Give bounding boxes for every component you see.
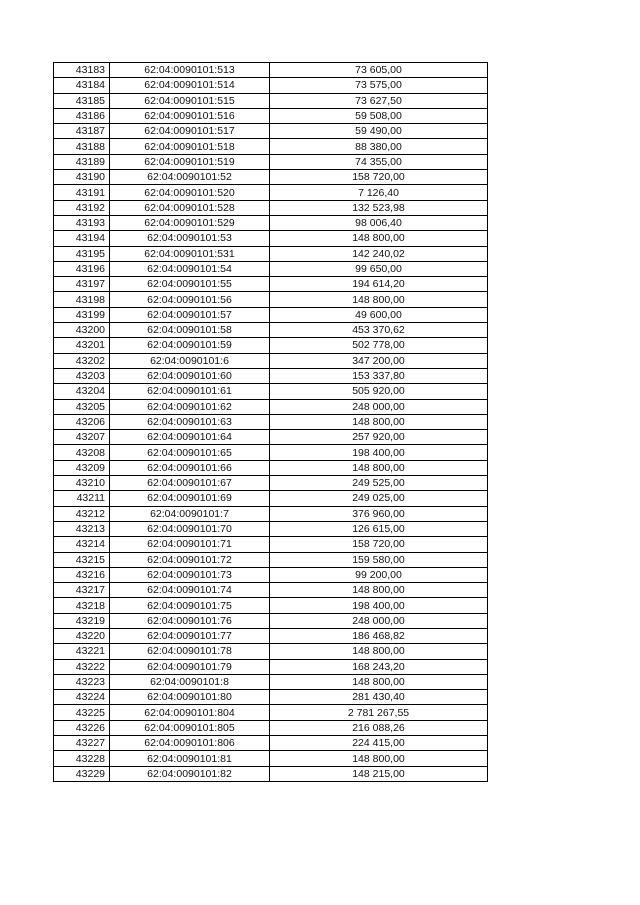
amount-cell: 73 627,50 [270,93,488,108]
table-row [54,659,488,674]
row-number-cell: 43209 [54,460,110,475]
amount-cell: 168 243,20 [270,659,488,674]
amount-cell: 257 920,00 [270,430,488,445]
cadastral-number-cell: 62:04:0090101:78 [110,644,270,659]
table-row [54,766,488,781]
amount-cell: 376 960,00 [270,506,488,521]
row-number-cell: 43195 [54,246,110,261]
cadastral-number-cell: 62:04:0090101:66 [110,460,270,475]
row-number-cell: 43208 [54,445,110,460]
table-row [54,521,488,536]
amount-cell: 216 088,26 [270,720,488,735]
cadastral-number-cell: 62:04:0090101:515 [110,93,270,108]
amount-cell: 2 781 267,55 [270,705,488,720]
amount-cell: 59 508,00 [270,108,488,123]
amount-cell: 148 800,00 [270,674,488,689]
cadastral-number-cell: 62:04:0090101:516 [110,108,270,123]
row-number-cell: 43219 [54,613,110,628]
cadastral-number-cell: 62:04:0090101:56 [110,292,270,307]
table-row [54,674,488,689]
row-number-cell: 43210 [54,476,110,491]
row-number-cell: 43185 [54,93,110,108]
table-row [54,644,488,659]
amount-cell: 148 800,00 [270,751,488,766]
cadastral-number-cell: 62:04:0090101:52 [110,170,270,185]
cadastral-number-cell: 62:04:0090101:514 [110,78,270,93]
cadastral-number-cell: 62:04:0090101:82 [110,766,270,781]
row-number-cell: 43228 [54,751,110,766]
table-row [54,231,488,246]
amount-cell: 248 000,00 [270,613,488,628]
data-table [53,62,488,782]
table-row [54,246,488,261]
table-row [54,399,488,414]
amount-cell: 126 615,00 [270,521,488,536]
row-number-cell: 43215 [54,552,110,567]
table-row [54,628,488,643]
cadastral-number-cell: 62:04:0090101:63 [110,414,270,429]
table-row [54,108,488,123]
amount-cell: 158 720,00 [270,170,488,185]
row-number-cell: 43229 [54,766,110,781]
table-row [54,338,488,353]
row-number-cell: 43188 [54,139,110,154]
table-row [54,277,488,292]
table-row [54,307,488,322]
amount-cell: 148 800,00 [270,583,488,598]
cadastral-number-cell: 62:04:0090101:6 [110,353,270,368]
cadastral-number-cell: 62:04:0090101:53 [110,231,270,246]
row-number-cell: 43220 [54,628,110,643]
amount-cell: 73 575,00 [270,78,488,93]
amount-cell: 59 490,00 [270,124,488,139]
cadastral-number-cell: 62:04:0090101:81 [110,751,270,766]
amount-cell: 153 337,80 [270,368,488,383]
amount-cell: 158 720,00 [270,537,488,552]
cadastral-number-cell: 62:04:0090101:531 [110,246,270,261]
row-number-cell: 43189 [54,154,110,169]
row-number-cell: 43199 [54,307,110,322]
table-row [54,476,488,491]
cadastral-number-cell: 62:04:0090101:72 [110,552,270,567]
row-number-cell: 43211 [54,491,110,506]
row-number-cell: 43190 [54,170,110,185]
amount-cell: 148 800,00 [270,644,488,659]
cadastral-number-cell: 62:04:0090101:528 [110,200,270,215]
table-row [54,353,488,368]
cadastral-number-cell: 62:04:0090101:520 [110,185,270,200]
table-row [54,368,488,383]
row-number-cell: 43198 [54,292,110,307]
row-number-cell: 43207 [54,430,110,445]
cadastral-number-cell: 62:04:0090101:519 [110,154,270,169]
cadastral-number-cell: 62:04:0090101:69 [110,491,270,506]
amount-cell: 148 800,00 [270,231,488,246]
table-row [54,139,488,154]
cadastral-number-cell: 62:04:0090101:80 [110,690,270,705]
amount-cell: 142 240,02 [270,246,488,261]
cadastral-number-cell: 62:04:0090101:61 [110,384,270,399]
row-number-cell: 43217 [54,583,110,598]
cadastral-number-cell: 62:04:0090101:67 [110,476,270,491]
table-row [54,705,488,720]
amount-cell: 159 580,00 [270,552,488,567]
row-number-cell: 43206 [54,414,110,429]
amount-cell: 198 400,00 [270,445,488,460]
cadastral-number-cell: 62:04:0090101:59 [110,338,270,353]
table-row [54,552,488,567]
cadastral-number-cell: 62:04:0090101:57 [110,307,270,322]
table-row [54,445,488,460]
amount-cell: 148 800,00 [270,292,488,307]
cadastral-number-cell: 62:04:0090101:64 [110,430,270,445]
table-row [54,491,488,506]
cadastral-number-cell: 62:04:0090101:54 [110,261,270,276]
amount-cell: 453 370,62 [270,323,488,338]
amount-cell: 248 000,00 [270,399,488,414]
amount-cell: 347 200,00 [270,353,488,368]
cadastral-number-cell: 62:04:0090101:517 [110,124,270,139]
cadastral-number-cell: 62:04:0090101:76 [110,613,270,628]
cadastral-number-cell: 62:04:0090101:79 [110,659,270,674]
table-row [54,751,488,766]
row-number-cell: 43197 [54,277,110,292]
table-row [54,567,488,582]
table-row [54,720,488,735]
cadastral-number-cell: 62:04:0090101:60 [110,368,270,383]
row-number-cell: 43196 [54,261,110,276]
amount-cell: 148 215,00 [270,766,488,781]
table-row [54,124,488,139]
row-number-cell: 43224 [54,690,110,705]
row-number-cell: 43223 [54,674,110,689]
table-body [54,63,488,782]
row-number-cell: 43213 [54,521,110,536]
amount-cell: 99 200,00 [270,567,488,582]
table-row [54,690,488,705]
amount-cell: 224 415,00 [270,736,488,751]
row-number-cell: 43191 [54,185,110,200]
table-row [54,460,488,475]
amount-cell: 99 650,00 [270,261,488,276]
table-row [54,261,488,276]
table-row [54,414,488,429]
amount-cell: 186 468,82 [270,628,488,643]
row-number-cell: 43186 [54,108,110,123]
table-row [54,215,488,230]
cadastral-number-cell: 62:04:0090101:518 [110,139,270,154]
amount-cell: 132 523,98 [270,200,488,215]
row-number-cell: 43214 [54,537,110,552]
table-row [54,598,488,613]
table-row [54,170,488,185]
cadastral-number-cell: 62:04:0090101:65 [110,445,270,460]
cadastral-number-cell: 62:04:0090101:62 [110,399,270,414]
table-row [54,613,488,628]
amount-cell: 49 600,00 [270,307,488,322]
table-row [54,154,488,169]
row-number-cell: 43222 [54,659,110,674]
amount-cell: 249 025,00 [270,491,488,506]
table-row [54,583,488,598]
row-number-cell: 43194 [54,231,110,246]
row-number-cell: 43205 [54,399,110,414]
row-number-cell: 43203 [54,368,110,383]
cadastral-number-cell: 62:04:0090101:75 [110,598,270,613]
row-number-cell: 43225 [54,705,110,720]
row-number-cell: 43187 [54,124,110,139]
row-number-cell: 43221 [54,644,110,659]
cadastral-number-cell: 62:04:0090101:70 [110,521,270,536]
amount-cell: 502 778,00 [270,338,488,353]
row-number-cell: 43227 [54,736,110,751]
row-number-cell: 43216 [54,567,110,582]
amount-cell: 505 920,00 [270,384,488,399]
cadastral-number-cell: 62:04:0090101:73 [110,567,270,582]
cadastral-number-cell: 62:04:0090101:806 [110,736,270,751]
table-row [54,63,488,78]
cadastral-number-cell: 62:04:0090101:513 [110,63,270,78]
cadastral-number-cell: 62:04:0090101:7 [110,506,270,521]
cadastral-number-cell: 62:04:0090101:55 [110,277,270,292]
cadastral-number-cell: 62:04:0090101:74 [110,583,270,598]
amount-cell: 198 400,00 [270,598,488,613]
row-number-cell: 43212 [54,506,110,521]
amount-cell: 148 800,00 [270,460,488,475]
row-number-cell: 43226 [54,720,110,735]
table-row [54,292,488,307]
row-number-cell: 43193 [54,215,110,230]
row-number-cell: 43201 [54,338,110,353]
row-number-cell: 43202 [54,353,110,368]
table-row [54,430,488,445]
amount-cell: 74 355,00 [270,154,488,169]
row-number-cell: 43204 [54,384,110,399]
cadastral-number-cell: 62:04:0090101:77 [110,628,270,643]
amount-cell: 148 800,00 [270,414,488,429]
row-number-cell: 43218 [54,598,110,613]
table-row [54,506,488,521]
table-row [54,384,488,399]
table-row [54,323,488,338]
table-row [54,736,488,751]
cadastral-number-cell: 62:04:0090101:805 [110,720,270,735]
row-number-cell: 43183 [54,63,110,78]
amount-cell: 194 614,20 [270,277,488,292]
amount-cell: 7 126,40 [270,185,488,200]
cadastral-number-cell: 62:04:0090101:804 [110,705,270,720]
amount-cell: 73 605,00 [270,63,488,78]
cadastral-number-cell: 62:04:0090101:529 [110,215,270,230]
cadastral-number-cell: 62:04:0090101:71 [110,537,270,552]
amount-cell: 98 006,40 [270,215,488,230]
table-row [54,78,488,93]
table-row [54,93,488,108]
row-number-cell: 43184 [54,78,110,93]
cadastral-number-cell: 62:04:0090101:8 [110,674,270,689]
amount-cell: 88 380,00 [270,139,488,154]
table-row [54,537,488,552]
cadastral-number-cell: 62:04:0090101:58 [110,323,270,338]
amount-cell: 281 430,40 [270,690,488,705]
row-number-cell: 43200 [54,323,110,338]
row-number-cell: 43192 [54,200,110,215]
table-row [54,185,488,200]
table-row [54,200,488,215]
amount-cell: 249 525,00 [270,476,488,491]
